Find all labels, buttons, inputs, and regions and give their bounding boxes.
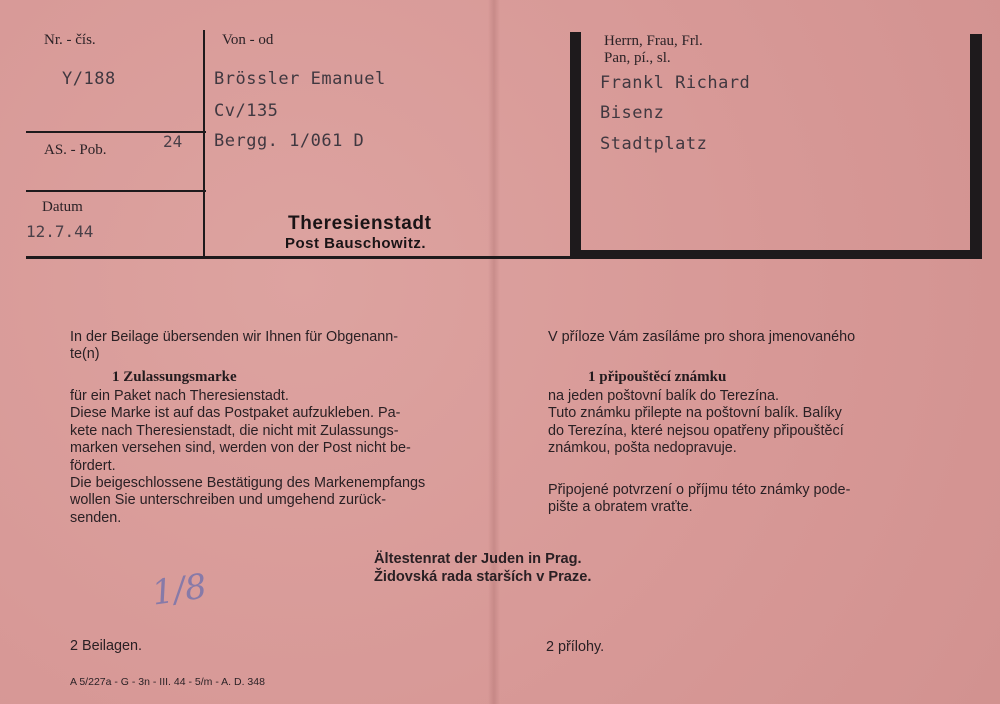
recipient-box-bottom: [572, 250, 982, 259]
german-intro-line: te(n): [70, 346, 100, 363]
sender-line2: Cv/135: [214, 101, 279, 121]
czech-heading: 1 připouštěcí známku: [588, 369, 727, 385]
czech-body-line: na jeden poštovní balík do Terezína.: [548, 388, 779, 404]
czech-body: [548, 388, 844, 458]
as-label: AS. - Pob.: [44, 142, 107, 158]
von-label: Von - od: [222, 32, 274, 48]
german-heading: 1 Zulassungsmarke: [112, 369, 237, 385]
czech-body-line: do Terezína, které nejsou opatřeny připouštěcí: [548, 422, 844, 439]
datum-value: 12.7.44: [26, 222, 94, 241]
german-enclosures: 2 Beilagen.: [70, 638, 143, 654]
post-office: Post Bauschowitz.: [285, 235, 427, 252]
german-body: [70, 388, 425, 527]
recipient-name: Frankl Richard: [600, 73, 751, 93]
signature-de: Ältestenrat der Juden in Prag.: [374, 551, 582, 567]
divider-as: [26, 190, 206, 192]
datum-label: Datum: [42, 199, 83, 215]
german-body-line: wollen Sie unterschreiben und umgehend zurück-: [70, 492, 386, 509]
recipient-label-de: Herrn, Frau, Frl.: [604, 33, 703, 49]
czech-confirmation-line: pište a obratem vraťte.: [548, 499, 693, 516]
czech-intro: V příloze Vám zasíláme pro shora jmenovaného: [548, 329, 856, 345]
sender-name: Brössler Emanuel: [214, 69, 386, 89]
german-body-line: Die beigeschlossene Bestätigung des Markenempfangs: [70, 475, 426, 492]
signature-cz: Židovská rada starších v Praze.: [374, 569, 592, 585]
czech-enclosures: 2 přílohy.: [546, 639, 605, 655]
form-code: A 5/227a - G - 3n - III. 44 - 5/m - A. D. 348: [70, 676, 265, 688]
nr-label: Nr. - čís.: [44, 32, 96, 48]
recipient-street: Stadtplatz: [600, 134, 708, 154]
recipient-box-right: [970, 34, 982, 250]
german-body-line: kete nach Theresienstadt, die nicht mit Zulassungs-: [70, 422, 399, 439]
as-value: 24: [163, 132, 183, 151]
german-body-line: marken versehen sind, werden von der Post nicht be-: [70, 440, 411, 457]
czech-body-line: Tuto známku přilepte na poštovní balík. Balíky: [548, 405, 842, 422]
recipient-city: Bisenz: [600, 103, 665, 123]
nr-value: Y/188: [62, 69, 116, 89]
german-body-line: senden.: [70, 509, 122, 526]
column-divider: [203, 30, 205, 258]
czech-confirmation: [548, 482, 850, 517]
signature-block: [374, 550, 591, 586]
czech-body-line: známkou, pošta nedopravuje.: [548, 440, 737, 457]
german-intro-line: In der Beilage übersenden wir Ihnen für Obgenann-: [70, 329, 399, 345]
czech-confirmation-line: Připojené potvrzení o příjmu této známky pode-: [548, 482, 851, 498]
place-title: Theresienstadt: [288, 213, 432, 234]
german-intro: [70, 329, 398, 364]
german-body-line: fördert.: [70, 457, 116, 474]
german-body-line: Diese Marke ist auf das Postpaket aufzukleben. Pa-: [70, 405, 401, 422]
recipient-box-left: [570, 32, 581, 258]
german-body-line: für ein Paket nach Theresienstadt.: [70, 388, 289, 404]
header-bottom-rule: [26, 256, 572, 259]
recipient-label-cz: Pan, pí., sl.: [604, 50, 671, 66]
sender-line3: Bergg. 1/061 D: [214, 131, 365, 151]
pencil-note: 1/8: [149, 566, 210, 614]
